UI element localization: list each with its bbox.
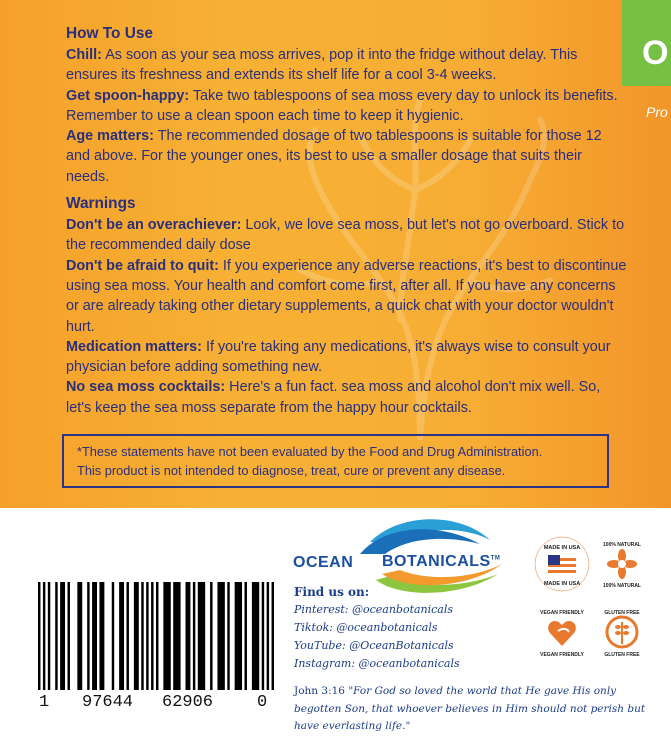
barcode-digits: 97644 — [82, 693, 134, 712]
barcode-bar — [99, 582, 104, 690]
barcode — [38, 582, 274, 690]
badge-label: VEGAN FRIENDLY — [540, 610, 584, 616]
gluten-free-badge-icon — [594, 604, 650, 660]
barcode-digits: 1 — [39, 693, 50, 712]
badge-label: GLUTEN FREE — [604, 610, 640, 616]
barcode-bar — [186, 582, 191, 690]
social-link-tiktok: Tiktok: @oceanbotanicals — [294, 621, 438, 634]
barcode-bar — [55, 582, 57, 690]
barcode-bar — [134, 582, 139, 690]
barcode-bar — [48, 582, 50, 690]
barcode-bar — [267, 582, 269, 690]
barcode-bar — [245, 582, 247, 690]
warning-item: Don't be afraid to quit: If you experience any adverse reactions, it's best to discontinue using sea moss. Your health and comfort come first, after all. If you have any concerns or are already taking other dietary supplements, a quick chat with your doctor wouldn't hurt. — [66, 257, 627, 335]
disclaimer-line: *These statements have not been evaluated by the Food and Drug Administration. — [77, 444, 543, 459]
badge-label: VEGAN FRIENDLY — [540, 652, 584, 658]
warnings-heading: Warnings — [66, 195, 136, 213]
barcode-bar — [163, 582, 170, 690]
barcode-bar — [43, 582, 45, 690]
warning-item: Don't be an overachiever: Look, we love sea moss, but let's not go overboard. Stick to the recommended daily dose — [66, 217, 625, 254]
barcode-bar — [119, 582, 124, 690]
barcode-bar — [198, 582, 205, 690]
bible-verse: John 3:16 "For God so loved the world that He gave His only begotten Son, that whoever believes in Him should not perish but have everlasting life." — [294, 685, 646, 732]
barcode-bar — [87, 582, 89, 690]
barcode-bar — [60, 582, 65, 690]
barcode-bar — [151, 582, 153, 690]
barcode-bar — [127, 582, 129, 690]
barcode-bar — [112, 582, 114, 690]
barcode-bar — [193, 582, 195, 690]
badge-label: GLUTEN FREE — [604, 652, 640, 658]
instructions-text — [66, 24, 628, 418]
fda-disclaimer-box — [62, 434, 609, 488]
badge-label: MADE IN USA — [543, 581, 581, 587]
warning-item: No sea moss cocktails: Here's a fun fact. sea moss and alcohol don't mix well. So, let's keep the sea moss separate from the happy hour cocktails. — [66, 379, 601, 416]
how-to-use-item: Chill: As soon as your sea moss arrives, pop it into the fridge without delay. This ensures its freshness and extends its shelf life for a cool 3-4 weeks. — [66, 47, 578, 84]
natural-badge-icon — [594, 536, 650, 592]
find-us-heading: Find us on: — [294, 585, 370, 599]
barcode-bar — [68, 582, 70, 690]
barcode-bar — [92, 582, 97, 690]
disclaimer-line: This product is not intended to diagnose, treat, cure or prevent any disease. — [77, 463, 506, 478]
barcode-bar — [77, 582, 82, 690]
brand-name-ocean: OCEAN — [293, 554, 354, 571]
barcode-bar — [210, 582, 212, 690]
badge-label: 100% NATURAL — [603, 583, 641, 589]
made-in-usa-badge-icon — [534, 536, 590, 592]
barcode-bar — [141, 582, 143, 690]
barcode-bar — [227, 582, 229, 690]
barcode-digits: 62906 — [162, 693, 214, 712]
social-link-instagram: Instagram: @oceanbotanicals — [294, 657, 460, 670]
barcode-bar — [262, 582, 264, 690]
barcode-digits: 0 — [257, 693, 268, 712]
barcode-bar — [252, 582, 259, 690]
barcode-bar — [173, 582, 180, 690]
badge-label: 100% NATURAL — [603, 542, 641, 548]
barcode-bar — [38, 582, 40, 690]
social-link-pinterest: Pinterest: @oceanbotanicals — [294, 603, 454, 616]
barcode-bar — [217, 582, 224, 690]
barcode-bar — [235, 582, 242, 690]
how-to-use-item: Get spoon-happy: Take two tablespoons of sea moss every day to unlock its benefits. Remember to use a clean spoon each time to keep it hygienic. — [66, 87, 618, 124]
product-name-fragment: O — [642, 34, 669, 72]
how-to-use-item: Age matters: The recommended dosage of two tablespoons is suitable for those 12 and above. For the younger ones, its best to use a smaller dosage that suits their needs. — [66, 128, 602, 185]
social-link-youtube: YouTube: @OceanBotanicals — [294, 639, 454, 652]
vegan-friendly-badge-icon — [534, 604, 590, 660]
product-subtitle-fragment: Pro — [646, 104, 668, 120]
product-name-tab — [622, 0, 671, 86]
barcode-bar — [272, 582, 274, 690]
badge-label: MADE IN USA — [543, 545, 581, 551]
barcode-bar — [156, 582, 158, 690]
brand-name-botanicals: BOTANICALS™ — [382, 553, 501, 570]
warning-item: Medication matters: If you're taking any medications, it's always wise to consult your physician before adding something new. — [66, 338, 611, 376]
barcode-bar — [146, 582, 148, 690]
how-to-use-heading: How To Use — [66, 25, 153, 42]
